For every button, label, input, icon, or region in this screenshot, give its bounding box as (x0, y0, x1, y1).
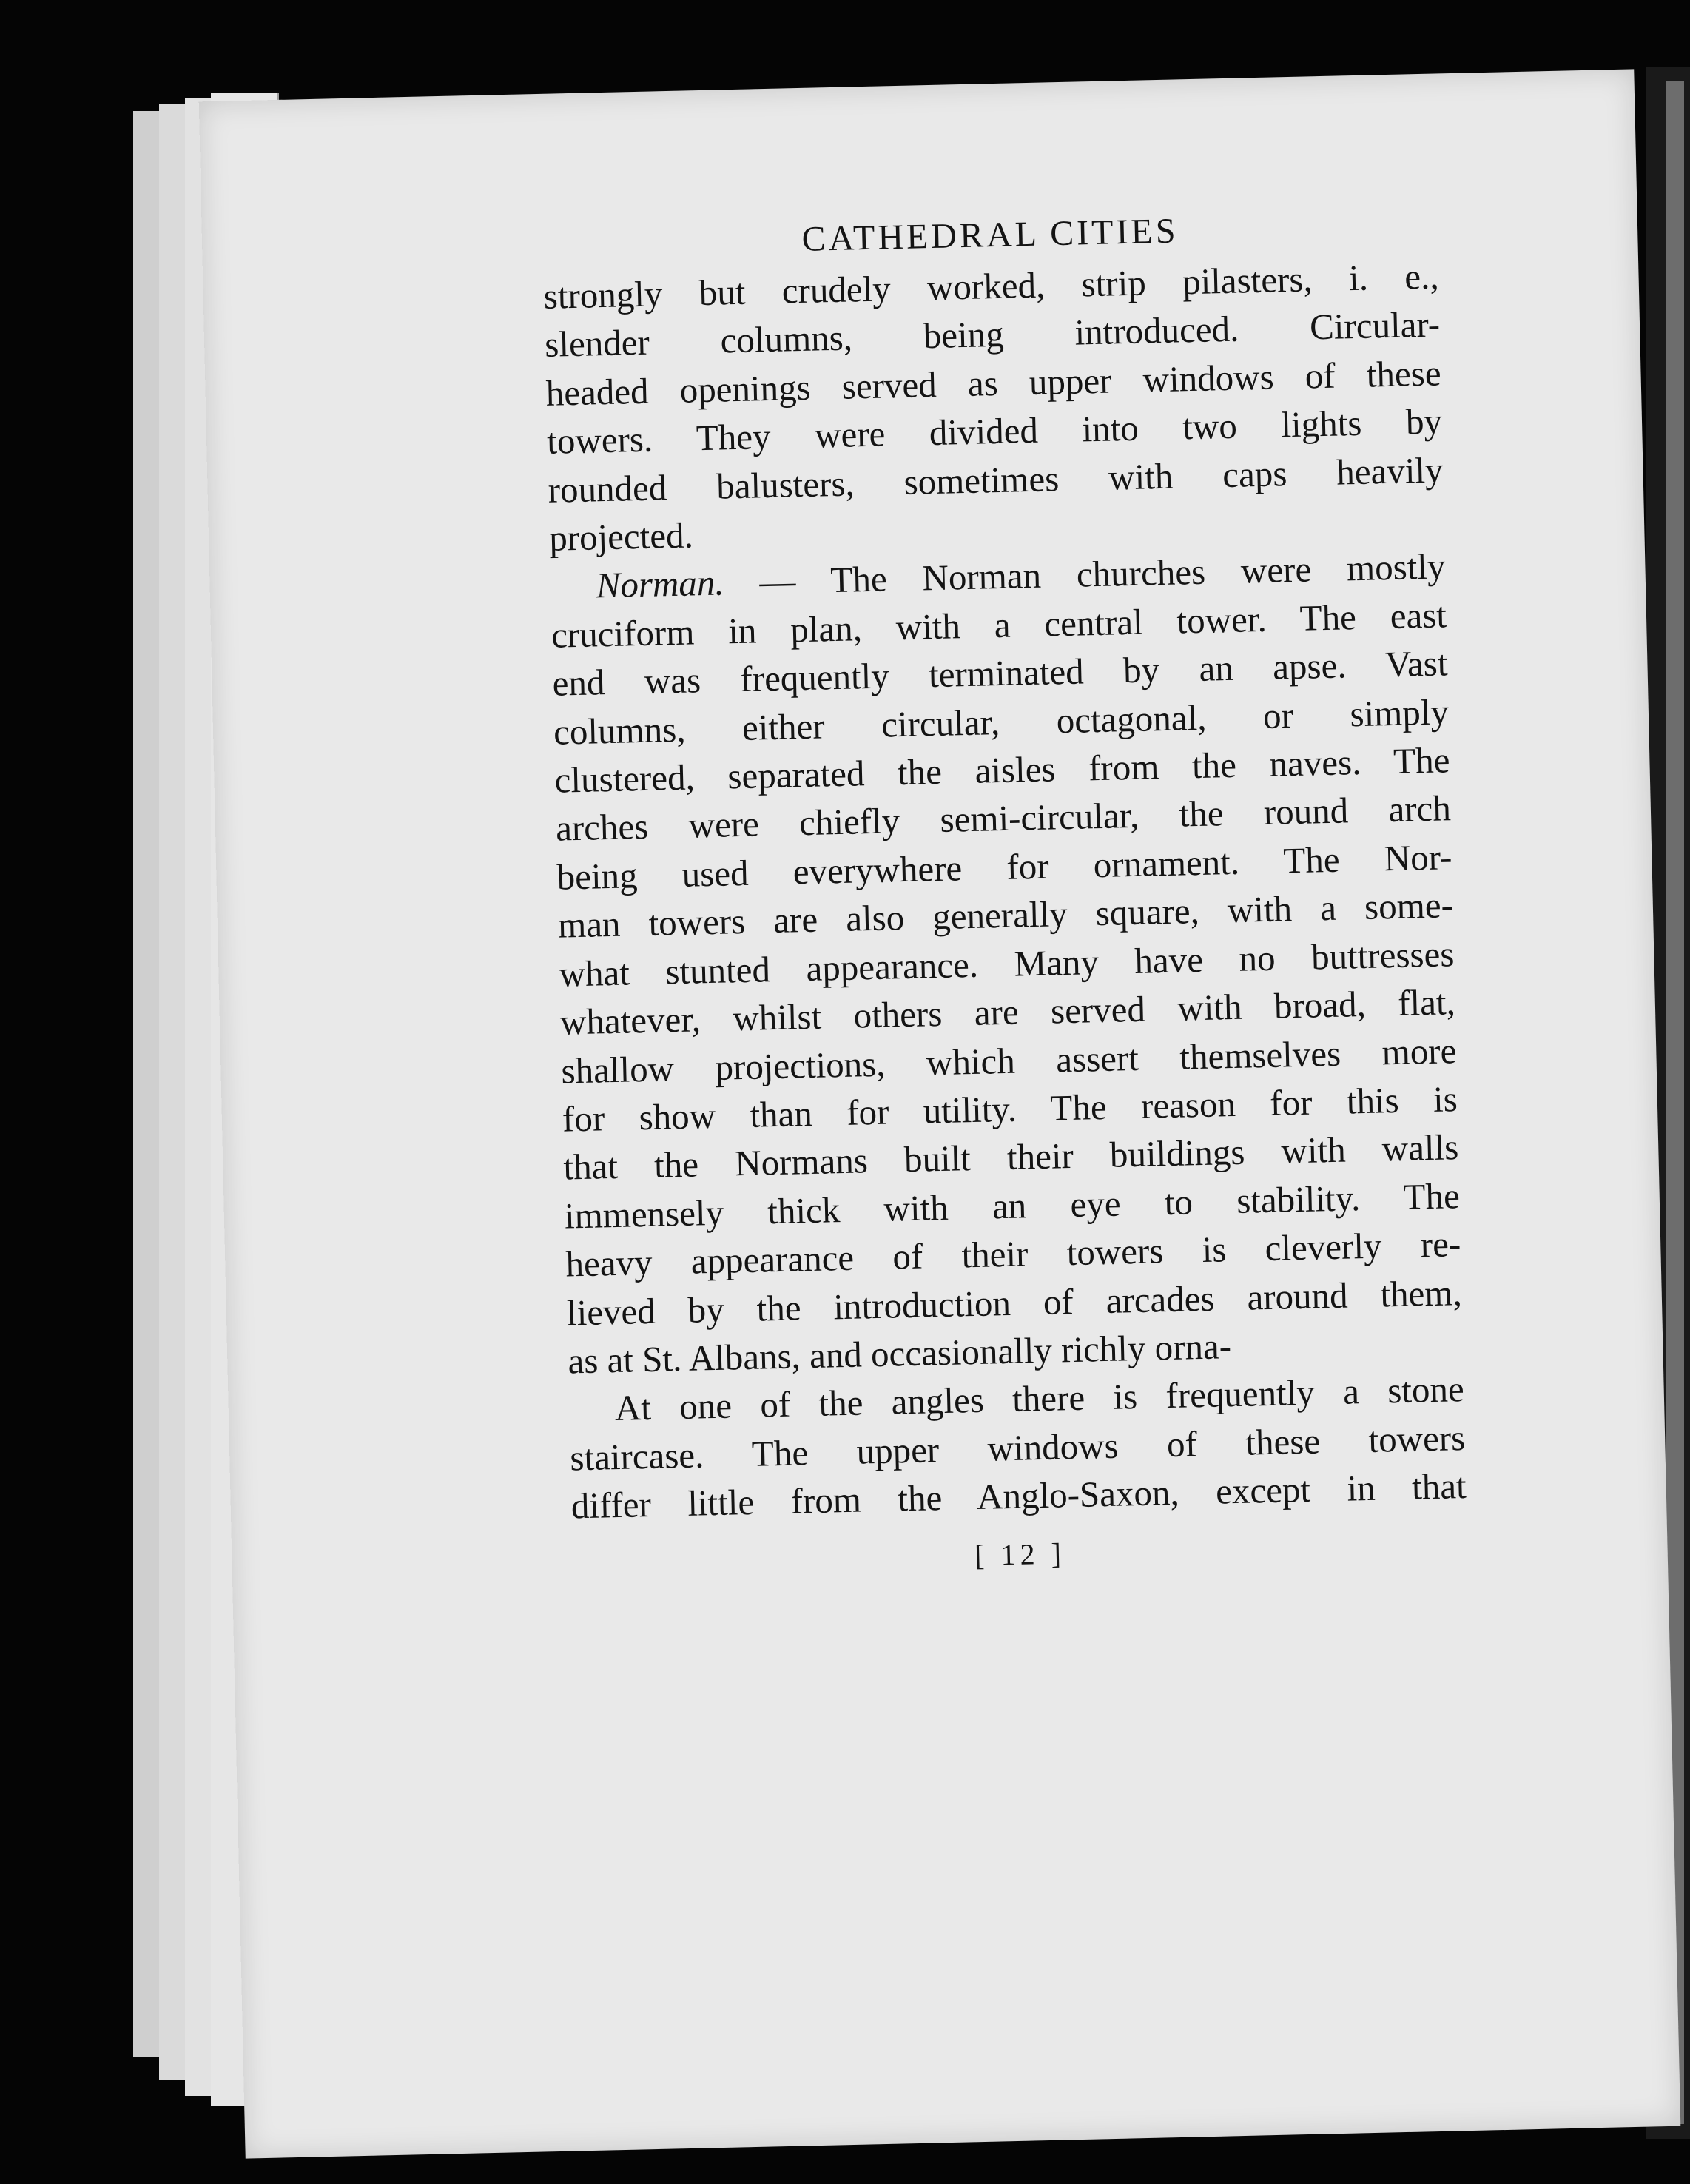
text-line: lieved by the introduction of arcades around them, (566, 1271, 1463, 1334)
text-line: that the Normans built their buildings with walls (562, 1126, 1459, 1188)
text-line: man towers are also generally square, with a some- (557, 884, 1454, 946)
text-line: whatever, whilst others are served with broad, flat, (559, 981, 1456, 1043)
text-line: arches were chiefly semi-circular, the round arch (555, 787, 1452, 850)
text-line: projected. (548, 514, 694, 559)
text-line: towers. They were divided into two lights by (546, 400, 1443, 463)
text-line: shallow projections, which assert themselves more (560, 1029, 1457, 1092)
text-line: columns, either circular, octagonal, or simply (553, 691, 1450, 753)
text-line: headed openings served as upper windows of these (545, 352, 1442, 414)
paragraph-1 (543, 252, 1445, 562)
page-content (542, 203, 1468, 1587)
text-line: At one of the angles there is frequently a stone (614, 1368, 1465, 1429)
text-line-rest: — The Norman churches were mostly (723, 545, 1447, 603)
text-line: being used everywhere for ornament. The Nor- (556, 836, 1452, 898)
text-line: strongly but crudely worked, strip pilasters, i. e., (543, 255, 1440, 317)
text-line: rounded balusters, sometimes with caps heavily (548, 448, 1444, 511)
running-head: CATHEDRAL CITIES (801, 211, 1179, 259)
paragraph-2 (550, 542, 1464, 1385)
page-number: [ 12 ] (974, 1536, 1066, 1572)
text-line: cruciform in plan, with a central tower. The east (551, 594, 1447, 656)
text-line: slender columns, being introduced. Circular- (544, 303, 1441, 366)
book-page (199, 69, 1681, 2158)
text-line: what stunted appearance. Many have no buttresses (558, 933, 1455, 995)
paragraph-3 (568, 1365, 1467, 1531)
text-line: clustered, separated the aisles from the naves. The (554, 739, 1450, 801)
text-line: as at St. Albans, and occasionally richly orna- (567, 1325, 1232, 1382)
text-line: immensely thick with an eye to stability. The (564, 1175, 1461, 1237)
text-line: staircase. The upper windows of these towers (569, 1417, 1466, 1479)
section-lead: Norman. (596, 562, 725, 606)
text-line: differ little from the Anglo-Saxon, except in that (570, 1465, 1467, 1527)
text-line: end was frequently terminated by an apse. Vast (552, 642, 1448, 704)
text-line: heavy appearance of their towers is cleverly re- (565, 1223, 1461, 1285)
text-line: for show than for utility. The reason for this is (562, 1078, 1458, 1140)
